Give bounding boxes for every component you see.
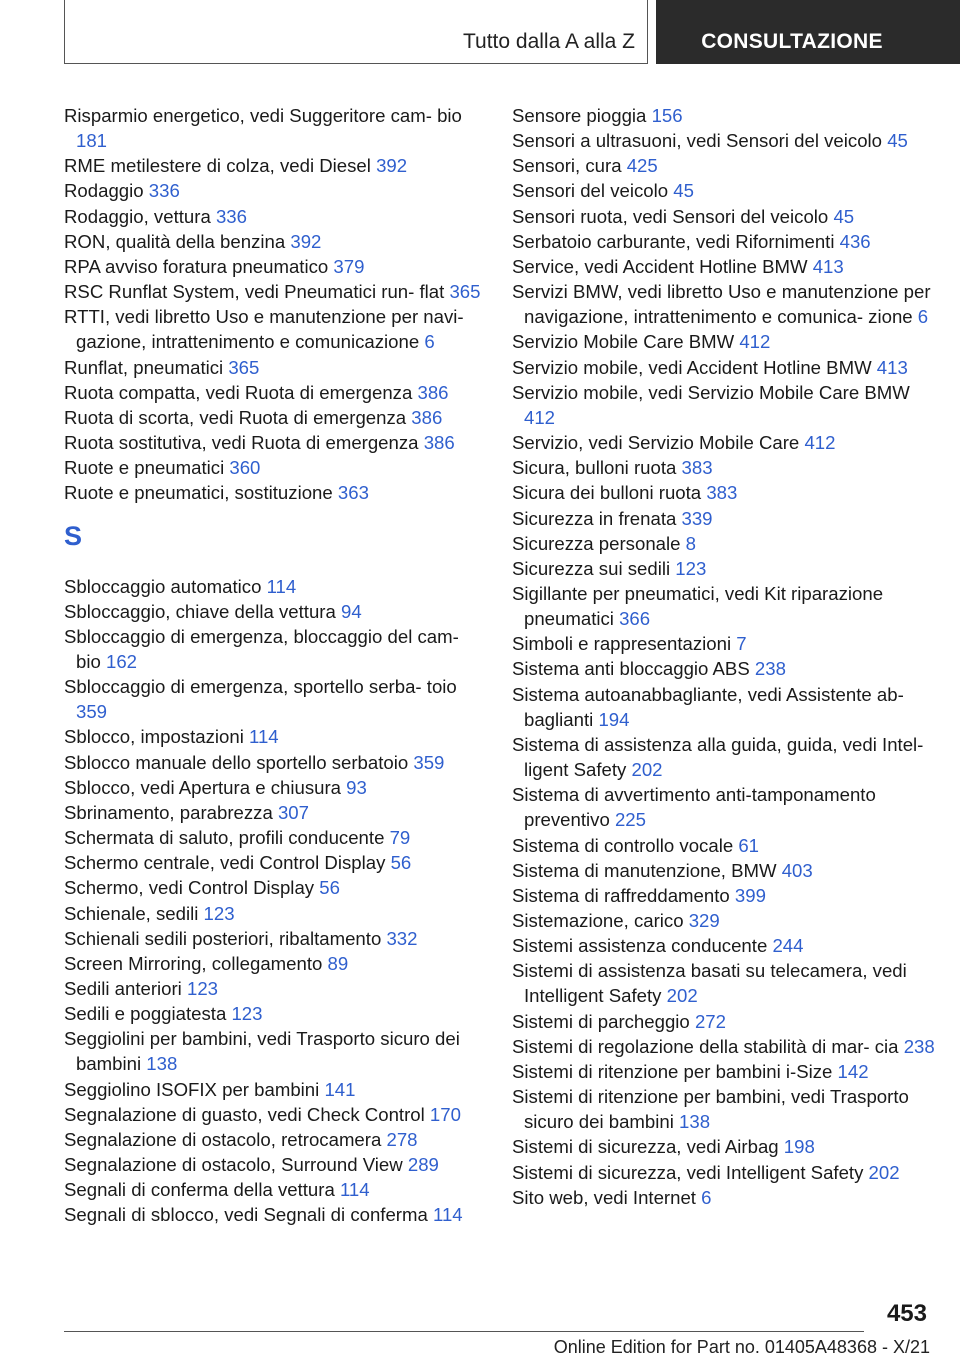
index-entry-text: Ruota sostitutiva, vedi Ruota di emergenza: [64, 432, 424, 454]
index-entry-text: Sensori ruota, vedi Sensori del veicolo: [512, 205, 834, 227]
index-entry: [512, 178, 942, 203]
index-entry-text: Sistema di avvertimento anti-tamponamento preventivo: [512, 784, 876, 831]
index-entry-text: Sistemi di ritenzione per bambini, vedi Trasporto sicuro dei bambini: [512, 1086, 909, 1133]
index-entry-text: Sicurezza in frenata: [512, 507, 682, 529]
index-entry-text: Ruote e pneumatici, sostituzione: [64, 482, 338, 504]
index-entry: [512, 682, 942, 732]
index-entry: [512, 858, 942, 883]
index-entry-text: Sistema di manutenzione, BMW: [512, 859, 782, 881]
index-entry-text: Segnalazione di ostacolo, Surround View: [64, 1154, 408, 1176]
index-entry-text: Serbatoio carburante, vedi Rifornimenti: [512, 230, 840, 252]
index-entry-text: Simboli e rappresentazioni: [512, 633, 737, 655]
index-entry: [64, 800, 484, 825]
page-reference-link[interactable]: 336: [148, 180, 180, 202]
index-entry: [64, 103, 484, 153]
index-entry: [64, 901, 484, 926]
page-reference-link[interactable]: 412: [804, 432, 836, 454]
index-entry-text: Screen Mirroring, collegamento: [64, 952, 328, 974]
index-entry-text: Sistemi assistenza conducente: [512, 935, 773, 957]
index-entry: [64, 775, 484, 800]
page-reference-link[interactable]: 386: [411, 406, 443, 428]
index-entry-text: Rodaggio: [64, 180, 149, 202]
index-entry: [64, 304, 484, 354]
index-entry: [64, 1026, 484, 1076]
index-entry-text: Seggiolini per bambini, vedi Trasporto sicuro dei bambini: [64, 1028, 460, 1075]
page-reference-link[interactable]: 413: [812, 255, 844, 277]
index-entry-text: Sistemazione, carico: [512, 910, 689, 931]
page-reference-link[interactable]: 363: [337, 482, 369, 504]
index-entry-text: Sbloccaggio di emergenza, bloccaggio del cam‐ bio: [64, 625, 459, 672]
index-entry-text: Sbloccaggio, chiave della vettura: [64, 600, 342, 622]
index-entry-text: Sistema di controllo vocale: [512, 834, 739, 856]
index-entry-text: Sistemi di assistenza basati su telecamera, vedi Intelligent Safety: [512, 960, 907, 1007]
index-entry-text: Servizi BMW, vedi libretto Uso e manutenzione per navigazione, intrattenimento e comunica‐ zione: [512, 281, 931, 328]
page-reference-link[interactable]: 194: [598, 708, 630, 730]
page-reference-link[interactable]: 6: [424, 331, 435, 353]
page-reference-link[interactable]: 392: [290, 230, 322, 252]
page-reference-link[interactable]: 114: [249, 726, 279, 748]
page-reference-link[interactable]: 238: [903, 1035, 935, 1057]
page-reference-link[interactable]: 141: [324, 1078, 356, 1100]
page-reference-link[interactable]: 45: [673, 180, 694, 202]
page-reference-link[interactable]: 379: [333, 255, 365, 277]
index-entry-text: Sigillante per pneumatici, vedi Kit riparazione pneumatici: [512, 582, 884, 630]
index-entry: [512, 782, 942, 832]
page-reference-link[interactable]: 170: [429, 1103, 461, 1125]
page-reference-link[interactable]: 399: [734, 884, 766, 906]
index-entry: [512, 1160, 942, 1185]
index-entry-text: Sicura, bulloni ruota: [512, 457, 682, 479]
index-entry: [64, 750, 484, 775]
index-entry-text: Rodaggio, vettura: [64, 205, 216, 227]
index-entry: [512, 1009, 942, 1034]
index-entry-text: Sistemi di sicurezza, vedi Intelligent Safety: [512, 1161, 869, 1183]
index-entry-text: Sicura dei bulloni ruota: [512, 482, 707, 504]
index-entry-text: Ruota di scorta, vedi Ruota di emergenza: [64, 406, 412, 428]
page-reference-link[interactable]: 332: [386, 927, 418, 949]
page-reference-link[interactable]: 142: [837, 1060, 869, 1082]
index-entry-text: Sedili anteriori: [64, 978, 187, 999]
index-entry-text: Schienale, sedili: [64, 902, 204, 924]
index-entry: [512, 380, 942, 430]
index-entry: [512, 1084, 942, 1134]
page-reference-link[interactable]: 94: [341, 600, 362, 622]
index-entry: [512, 128, 942, 153]
index-column-left: [64, 103, 484, 1228]
index-entry: [512, 958, 942, 1008]
page-reference-link[interactable]: 7: [736, 633, 747, 655]
index-entry: [512, 355, 942, 380]
index-entry-text: Sensori a ultrasuoni, vedi Sensori del veicolo: [512, 130, 888, 152]
chapter-title: Tutto dalla A alla Z: [463, 30, 635, 53]
page-reference-link[interactable]: 138: [679, 1111, 711, 1133]
index-entry: [512, 556, 942, 581]
index-entry: [64, 1202, 484, 1227]
index-entry: [512, 908, 942, 933]
index-entry: [512, 581, 942, 631]
index-entry: [512, 430, 942, 455]
page-reference-link[interactable]: 365: [449, 281, 481, 303]
page-reference-link[interactable]: 123: [675, 557, 707, 579]
index-entry-text: Sistemi di sicurezza, vedi Airbag: [512, 1136, 784, 1158]
page-reference-link[interactable]: 412: [524, 406, 556, 428]
index-entry: [64, 1177, 484, 1202]
page-reference-link[interactable]: 114: [433, 1204, 463, 1226]
index-entry-text: RTTI, vedi libretto Uso e manutenzione per navi‐ gazione, intrattenimento e comunicazione: [64, 306, 464, 353]
page-reference-link[interactable]: 272: [694, 1010, 726, 1032]
page-reference-link[interactable]: 202: [666, 985, 698, 1007]
index-entry: [64, 455, 484, 480]
footer-text: Online Edition for Part no. 01405A48368 - X/21: [553, 1337, 930, 1357]
index-entry-text: Sblocco manuale dello sportello serbatoio: [64, 751, 414, 773]
section-tab: [656, 0, 960, 64]
index-entry-text: Sistema di raffreddamento: [512, 884, 735, 906]
index-entry: [64, 153, 484, 178]
page-reference-link[interactable]: 225: [614, 809, 646, 831]
index-entry: [512, 631, 942, 656]
index-entry: [64, 254, 484, 279]
index-entry: [64, 724, 484, 749]
page-reference-link[interactable]: 383: [706, 482, 738, 504]
index-entry: [512, 1185, 942, 1210]
page-reference-link[interactable]: 425: [626, 155, 658, 177]
page-reference-link[interactable]: 289: [407, 1154, 439, 1176]
page-reference-link[interactable]: 244: [772, 935, 804, 957]
index-entry: [64, 1152, 484, 1177]
index-group-r: [64, 103, 484, 506]
index-entry: [512, 933, 942, 958]
page-reference-link[interactable]: 156: [651, 105, 683, 126]
page-reference-link[interactable]: 413: [876, 356, 908, 378]
index-entry: [512, 329, 942, 354]
index-entry-text: Sensori, cura: [512, 155, 627, 177]
index-entry-text: Sicurezza sui sedili: [512, 557, 676, 579]
page-reference-link[interactable]: 202: [868, 1161, 900, 1183]
page-reference-link[interactable]: 412: [739, 331, 771, 353]
index-entry-text: Schermata di saluto, profili conducente: [64, 827, 390, 849]
page-reference-link[interactable]: 202: [631, 759, 663, 781]
page-reference-link[interactable]: 6: [917, 306, 929, 328]
index-entry-text: Sistema di assistenza alla guida, guida, vedi Intel‐ ligent Safety: [512, 733, 924, 781]
index-entry-text: Sblocco, impostazioni: [64, 726, 249, 748]
page-reference-link[interactable]: 45: [833, 205, 855, 227]
index-entry-text: Sbloccaggio di emergenza, sportello serba‐ toio: [64, 676, 457, 698]
index-entry-text: Segnali di conferma della vettura: [64, 1179, 340, 1201]
index-entry: [64, 1127, 484, 1152]
page-reference-link[interactable]: 386: [423, 432, 455, 454]
section-title: CONSULTAZIONE: [701, 30, 883, 53]
page-reference-link[interactable]: 123: [186, 978, 219, 999]
index-entry: [512, 732, 942, 782]
index-entry-text: Service, vedi Accident Hotline BMW: [512, 255, 813, 277]
index-entry-text: Risparmio energetico, vedi Suggeritore cam‐ bio: [64, 105, 462, 126]
page-reference-link[interactable]: 79: [389, 827, 411, 849]
index-entry-text: Sistema autoanabbagliante, vedi Assistente ab‐ baglianti: [512, 683, 904, 730]
page-reference-link[interactable]: 56: [319, 877, 340, 899]
index-entry: [512, 1134, 942, 1159]
index-entry-text: Sito web, vedi Internet: [512, 1186, 702, 1208]
page-reference-link[interactable]: 366: [619, 608, 651, 630]
index-entry-text: Servizio mobile, vedi Servizio Mobile Care BMW: [512, 381, 910, 403]
index-entry-text: Servizio mobile, vedi Accident Hotline BMW: [512, 356, 877, 378]
page-number: 453: [886, 1300, 927, 1327]
index-entry: [64, 355, 484, 380]
page-reference-link[interactable]: 56: [390, 852, 412, 874]
index-entry-text: Segnalazione di ostacolo, retrocamera: [64, 1128, 387, 1150]
index-entry-text: Sbrinamento, parabrezza: [64, 801, 278, 823]
index-entry-text: Runflat, pneumatici: [64, 356, 229, 378]
page-reference-link[interactable]: 162: [105, 650, 138, 672]
footer-divider: [64, 1331, 864, 1332]
section-letter: S: [64, 520, 83, 551]
index-entry-text: Segnalazione di guasto, vedi Check Control: [64, 1103, 430, 1125]
page-reference-link[interactable]: 123: [203, 902, 235, 924]
page-reference-link[interactable]: 93: [346, 776, 367, 798]
index-entry-text: RON, qualità della benzina: [64, 230, 291, 252]
index-entry: [512, 531, 942, 556]
index-entry-text: Segnali di sblocco, vedi Segnali di conferma: [64, 1204, 433, 1226]
page-reference-link[interactable]: 114: [339, 1179, 370, 1201]
index-group-s-continued: [512, 103, 942, 1210]
index-entry: [64, 1102, 484, 1127]
index-entry: [512, 153, 942, 178]
page-reference-link[interactable]: 339: [681, 507, 713, 529]
index-entry-text: Sedili e poggiatesta: [64, 1003, 232, 1025]
index-entry-text: Ruote e pneumatici: [64, 457, 230, 479]
index-entry: [512, 1059, 942, 1084]
index-entry: [64, 405, 484, 430]
index-entry-text: Sistemi di regolazione della stabilità di mar‐ cia: [512, 1035, 904, 1057]
index-entry: [64, 480, 484, 505]
index-entry: [512, 254, 942, 279]
index-entry-text: Schermo centrale, vedi Control Display: [64, 852, 391, 874]
index-entry-text: Schienali sedili posteriori, ribaltamento: [64, 927, 387, 949]
page-reference-link[interactable]: 386: [417, 381, 449, 403]
index-entry-text: Sicurezza personale: [512, 532, 686, 554]
page-reference-link[interactable]: 392: [376, 155, 408, 177]
index-entry-text: Sensore pioggia: [512, 105, 652, 126]
index-entry: [64, 574, 484, 599]
page-reference-link[interactable]: 365: [228, 356, 260, 378]
index-entry: [64, 976, 484, 1001]
index-entry-text: Servizio Mobile Care BMW: [512, 331, 740, 353]
index-entry-text: Ruota compatta, vedi Ruota di emergenza: [64, 381, 418, 403]
page-reference-link[interactable]: 359: [413, 751, 445, 773]
index-entry: [64, 926, 484, 951]
index-entry-text: RME metilestere di colza, vedi Diesel: [64, 155, 377, 177]
index-entry-text: Sbloccaggio automatico: [64, 575, 267, 597]
page-reference-link[interactable]: 8: [685, 532, 696, 554]
index-entry-text: Servizio, vedi Servizio Mobile Care: [512, 432, 805, 454]
index-entry-text: Sistemi di ritenzione per bambini i-Size: [512, 1060, 838, 1082]
page-reference-link[interactable]: 403: [781, 859, 813, 881]
page-reference-link[interactable]: 123: [231, 1003, 263, 1025]
page-reference-link[interactable]: 383: [681, 457, 713, 479]
page-reference-link[interactable]: 359: [76, 701, 108, 723]
page-reference-link[interactable]: 329: [688, 910, 720, 931]
page-reference-link[interactable]: 360: [229, 457, 261, 479]
index-entry: [512, 656, 942, 681]
index-entry: [512, 455, 942, 480]
index-entry: [64, 204, 484, 229]
index-entry: [64, 229, 484, 254]
index-entry-text: Sblocco, vedi Apertura e chiusura: [64, 776, 347, 798]
chapter-header: [64, 0, 648, 64]
index-column-right: [512, 103, 942, 1210]
page-reference-link[interactable]: 138: [146, 1053, 178, 1075]
index-entry-text: Sensori del veicolo: [512, 180, 674, 202]
page-reference-link[interactable]: 89: [327, 952, 349, 974]
index-entry: [64, 178, 484, 203]
index-entry-text: Sistemi di parcheggio: [512, 1010, 695, 1032]
page-reference-link[interactable]: 278: [386, 1128, 418, 1150]
index-entry-text: Schermo, vedi Control Display: [64, 877, 320, 899]
index-group-s: [64, 574, 484, 1228]
index-entry: [64, 674, 484, 724]
index-entry: [64, 380, 484, 405]
index-entry: [64, 825, 484, 850]
page-reference-link[interactable]: 436: [839, 230, 871, 252]
index-entry: [512, 229, 942, 254]
index-entry: [512, 506, 942, 531]
index-entry: [64, 1001, 484, 1026]
index-entry-text: Seggiolino ISOFIX per bambini: [64, 1078, 325, 1100]
index-entry: [512, 883, 942, 908]
index-entry: [512, 1034, 942, 1059]
page-reference-link[interactable]: 198: [783, 1136, 815, 1158]
index-entry: [64, 875, 484, 900]
index-entry: [64, 279, 484, 304]
index-entry: [64, 624, 484, 674]
page-reference-link[interactable]: 307: [277, 801, 309, 823]
index-entry: [64, 1077, 484, 1102]
page-reference-link[interactable]: 6: [701, 1186, 712, 1208]
index-entry: [64, 599, 484, 624]
index-entry: [64, 850, 484, 875]
page-reference-link[interactable]: 238: [754, 658, 786, 680]
index-entry-text: Sistema anti bloccaggio ABS: [512, 658, 755, 680]
index-entry: [512, 204, 942, 229]
index-entry: [512, 833, 942, 858]
index-entry: [512, 279, 942, 329]
page-reference-link[interactable]: 181: [76, 130, 108, 152]
index-entry: [64, 951, 484, 976]
page-reference-link[interactable]: 45: [887, 130, 908, 152]
index-entry: [512, 480, 942, 505]
page-reference-link[interactable]: 114: [266, 575, 297, 597]
page-reference-link[interactable]: 336: [215, 205, 247, 227]
index-entry-text: RSC Runflat System, vedi Pneumatici run‐ flat: [64, 281, 450, 303]
page-reference-link[interactable]: 61: [738, 834, 760, 856]
index-entry: [64, 430, 484, 455]
index-entry-text: RPA avviso foratura pneumatico: [64, 255, 334, 277]
index-entry: [512, 103, 942, 128]
